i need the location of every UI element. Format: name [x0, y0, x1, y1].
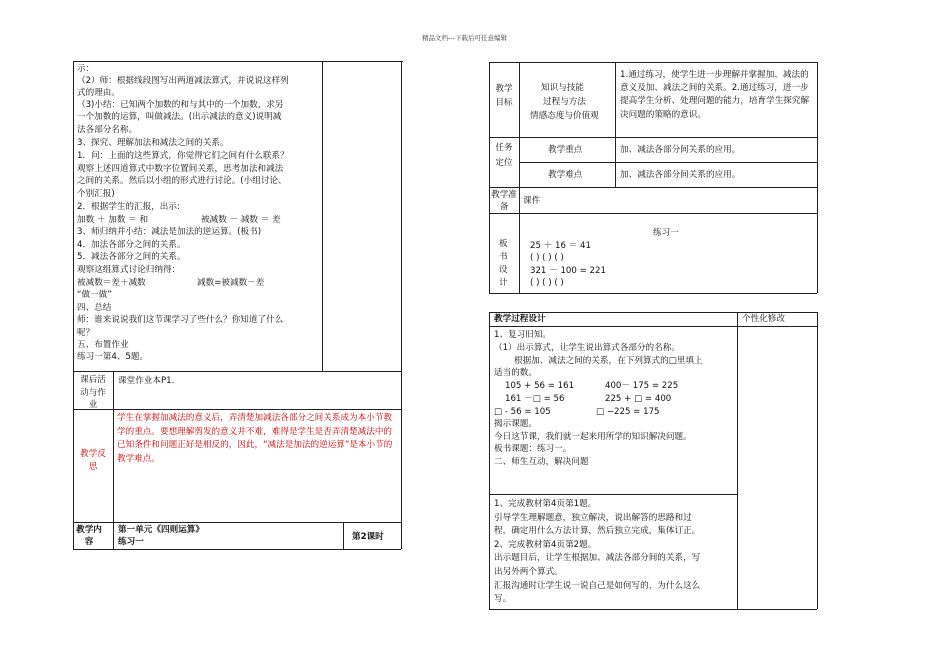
process-line: 引导学生理解题意，独立解决，说出解答的思路和过 — [494, 512, 692, 523]
left-process-line: 之间的关系。然后以小组的形式进行讨论。(小组讨论、 — [77, 176, 287, 186]
process-line: □ - 56 = 105 — [494, 407, 551, 417]
prep-label: 教学准备 — [491, 190, 517, 212]
left-process-line: 5．减法各部分之间的关系。 — [77, 252, 186, 262]
content-label: 教学内容 — [76, 525, 102, 547]
difficulty-text: 加、减法各部分间关系的应用。 — [620, 170, 741, 180]
process-line: 161 －□ = 56 — [505, 394, 565, 404]
process-line: 出另外两个算式。 — [494, 567, 563, 577]
left-process-line: 师：谁来说说我们这节课学习了些什么？你知道了什么 — [77, 315, 284, 325]
process-line: 225 + □ = 400 — [605, 394, 672, 404]
goal-label: 教学目标 — [495, 84, 513, 108]
left-process-line: 被减数＝差＋减数 — [77, 278, 146, 288]
left-process-line: 呢？ — [77, 328, 95, 338]
board-line: 321 － 100 = 221 — [530, 266, 606, 276]
left-process-line: 2．根据学生的汇报，出示: — [77, 202, 180, 212]
process-line: 1、复习旧知。 — [494, 330, 552, 340]
period-label: 第2课时 — [352, 532, 384, 542]
board-line: ( ) ( ) ( ) — [530, 278, 564, 288]
process-line: 400－ 175 = 225 — [605, 381, 679, 391]
process-line: 今日这节课，我们就一起来用所学的知识解决问题。 — [494, 432, 692, 442]
design-label: 教学过程设计 — [494, 314, 546, 324]
left-process-line: “做一做” — [77, 290, 112, 300]
left-process-line: 式的理由。 — [77, 88, 120, 98]
left-process-line: 练习一第4、5题。 — [77, 352, 149, 362]
process-line: 写。 — [494, 594, 512, 605]
goal-dim-knowledge: 知识与技能 — [541, 83, 584, 93]
formula-subtraction: 被减数 － 减数 ＝ 差 — [201, 215, 281, 225]
process-line: 出示题目后，让学生根据加、减法各部分间的关系，写 — [494, 553, 701, 564]
reflection-label: 教学反思 — [80, 449, 106, 472]
process-line: （1）出示算式，让学生说出算式各部分的名称。 — [494, 343, 680, 353]
board-label: 板书设计 — [499, 239, 508, 288]
process-line: 揭示课题。 — [494, 419, 537, 429]
process-line: 1、完成教材第4页第1题。 — [494, 499, 597, 509]
left-process-line: 观察上述四道算式中数字位置间关系，思考加法和减法 — [77, 164, 284, 174]
left-process-line: （2）师：根据线段图写出两道减法算式，并说说这样列 — [77, 76, 289, 86]
key-text: 加、减法各部分间关系的应用。 — [620, 145, 741, 155]
process-line: 程，确定用什么方法计算，然后独立完成，集体订正。 — [494, 526, 701, 537]
left-process-line: 1．问：上面的这些算式，你觉得它们之间有什么联系？ — [77, 151, 289, 161]
board-line: 25 ＋ 16 ＝ 41 — [530, 241, 591, 251]
left-process-line: （3)小结：已知两个加数的和与其中的一个加数，求另 — [77, 100, 284, 110]
board-line: ( ) ( ) ( ) — [530, 253, 564, 263]
content-subtitle: 练习一 — [118, 537, 144, 547]
difficulty-label: 教学难点 — [548, 170, 583, 180]
goal-dim-attitude: 情感态度与价值观 — [530, 111, 599, 121]
left-process-line: 个别汇报) — [77, 189, 115, 199]
left-process-line: 3、师归纳并小结：减法是加法的逆运算。(板书) — [77, 227, 262, 237]
process-line: 二、师生互动，解决问题 — [494, 457, 589, 467]
left-process-line: 示： — [77, 64, 95, 74]
board-title: 练习一 — [653, 228, 679, 238]
process-line: 板书课题：练习一。 — [494, 444, 572, 454]
goal-text: 1.通过练习，使学生进一步理解并掌握加、减法的意义及加、减法之间的关系。2.通过练习，进一步提高学生分析、处理问题的能力，培育学生探究解决问题的策略的意识。 — [620, 70, 810, 120]
task-label: 任务定位 — [495, 143, 513, 168]
left-process-line: 一个加数的运算，叫做减法。(出示减法的意义)说明减 — [77, 112, 282, 122]
left-process-line: 法各部分名称。 — [77, 125, 138, 135]
left-process-line: 四、总结 — [77, 303, 112, 313]
left-process-line: 3、探究、理解加法和减法之间的关系。 — [77, 138, 229, 148]
homework-text: 课堂作业本P1. — [118, 376, 175, 386]
homework-label: 课后活动与作业 — [80, 375, 106, 411]
content-title: 第一单元《四则运算》 — [118, 525, 204, 535]
process-line: 2、完成教材第4页第2题。 — [494, 539, 597, 550]
process-line: 适当的数。 — [494, 368, 537, 378]
left-process-line: 加数 ＋ 加数 ＝ 和 — [77, 215, 149, 225]
formula-subtrahend: 减数=被减数－差 — [197, 278, 265, 288]
prep-text: 课件 — [523, 196, 541, 206]
reflection-text: 学生在掌握加减法的意义后，弄清楚加减法各部分之间关系成为本小节教学的重点。要想理解剪发的意义并不难，难得是学生是否弄清楚减法中的已知条件和问题正好是相反的，因此，“减法是加法的逆运算”是本小节的教学难点。 — [117, 413, 393, 464]
personal-label: 个性化修改 — [742, 314, 785, 324]
process-line: 根据加、减法之间的关系，在下列算式的□里填上 — [514, 356, 703, 366]
process-line: 汇报沟通时让学生说一说自己是如何写的，为什么这么 — [494, 580, 701, 591]
process-line: 105 + 56 = 161 — [505, 381, 575, 391]
left-process-line: 五、布置作业 — [77, 340, 129, 350]
goal-dim-process: 过程与方法 — [543, 97, 586, 107]
left-process-line: 观察这组算式讨论归纳得： — [77, 265, 181, 275]
left-process-line: 4．加法各部分之间的关系。 — [77, 240, 186, 250]
process-line: □ −225 = 175 — [596, 407, 660, 417]
page-header: 精品文档---下载后可任意编辑 — [422, 34, 508, 42]
key-label: 教学重点 — [548, 145, 583, 155]
